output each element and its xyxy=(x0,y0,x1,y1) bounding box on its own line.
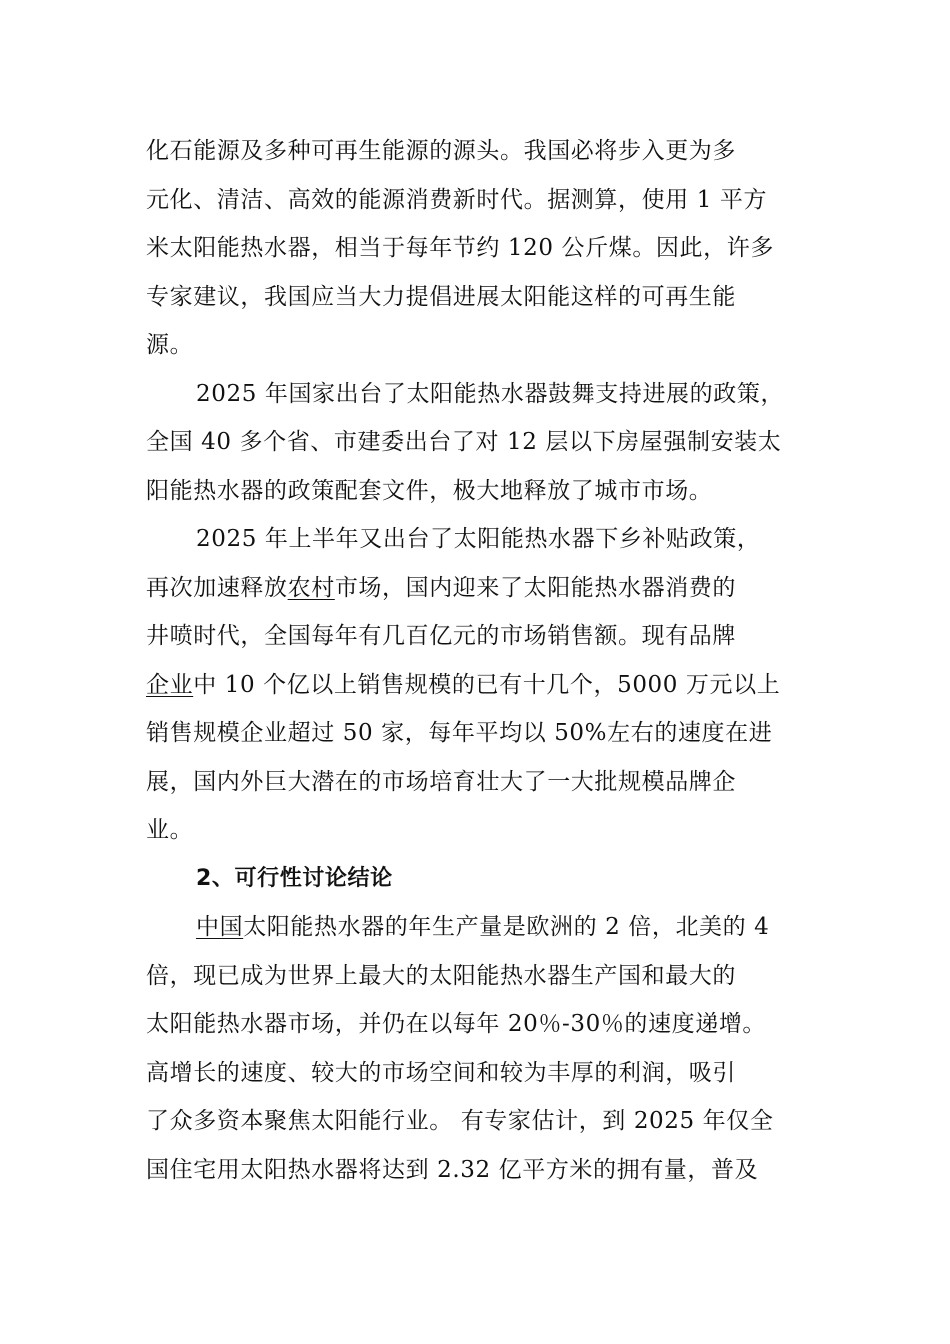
text-line xyxy=(146,564,816,613)
text-fragment: 太阳能热水器的年生产量是欧洲的 2 倍，北美的 4 xyxy=(243,914,770,940)
text-line: 了众多资本聚焦太阳能行业。 有专家估计，到 2025 年仅全 xyxy=(146,1108,774,1134)
text-line: 业。 xyxy=(146,817,194,843)
section-heading: 2、可行性讨论结论 xyxy=(196,865,393,891)
text-line: 2025 年上半年又出台了太阳能热水器下乡补贴政策， xyxy=(196,526,761,552)
text-line: 化石能源及多种可再生能源的源头。我国必将步入更为多 xyxy=(146,138,736,164)
text-line xyxy=(146,903,816,952)
text-fragment: 中 10 个亿以上销售规模的已有十几个，5000 万元以上 xyxy=(193,671,781,698)
text-line: 2025 年国家出台了太阳能热水器鼓舞支持进展的政策， xyxy=(196,380,785,407)
text-line: 倍，现已成为世界上最大的太阳能热水器生产国和最大的 xyxy=(146,962,736,989)
paragraph-market-conclusion xyxy=(146,903,816,1194)
document-body xyxy=(146,127,816,1194)
text-line: 阳能热水器的政策配套文件，极大地释放了城市市场。 xyxy=(146,477,713,504)
text-line: 专家建议，我国应当大力提倡进展太阳能这样的可再生能 xyxy=(146,283,736,310)
text-line: 全国 40 多个省、市建委出台了对 12 层以下房屋强制安装太 xyxy=(146,429,782,455)
paragraph-national-policy xyxy=(146,370,816,516)
text-line: 源。 xyxy=(146,332,194,358)
text-line: 太阳能热水器市场，并仍在以每年 20％-30％的速度递增。 xyxy=(146,1011,767,1037)
text-line: 米太阳能热水器，相当于每年节约 120 公斤煤。因此，许多 xyxy=(146,235,774,261)
text-line xyxy=(146,661,816,710)
text-fragment: 再次加速释放 xyxy=(146,574,288,601)
text-line: 元化、清洁、高效的能源消费新时代。据测算，使用 1 平方 xyxy=(146,186,768,213)
link-rural[interactable]: 农村 xyxy=(287,574,335,601)
text-line: 国住宅用太阳热水器将达到 2.32 亿平方米的拥有量，普及 xyxy=(146,1156,759,1183)
text-line: 展，国内外巨大潜在的市场培育壮大了一大批规模品牌企 xyxy=(146,768,736,795)
paragraph-energy-era xyxy=(146,127,816,370)
link-enterprise[interactable]: 企业 xyxy=(146,671,194,698)
text-line: 井喷时代，全国每年有几百亿元的市场销售额。现有品牌 xyxy=(146,623,736,649)
text-line: 高增长的速度、较大的市场空间和较为丰厚的利润，吸引 xyxy=(146,1059,736,1086)
text-fragment: 市场，国内迎来了太阳能热水器消费的 xyxy=(334,574,737,601)
text-line: 销售规模企业超过 50 家，每年平均以 50%左右的速度在进 xyxy=(146,720,773,746)
link-china[interactable]: 中国 xyxy=(196,914,244,940)
paragraph-rural-subsidy xyxy=(146,515,816,855)
